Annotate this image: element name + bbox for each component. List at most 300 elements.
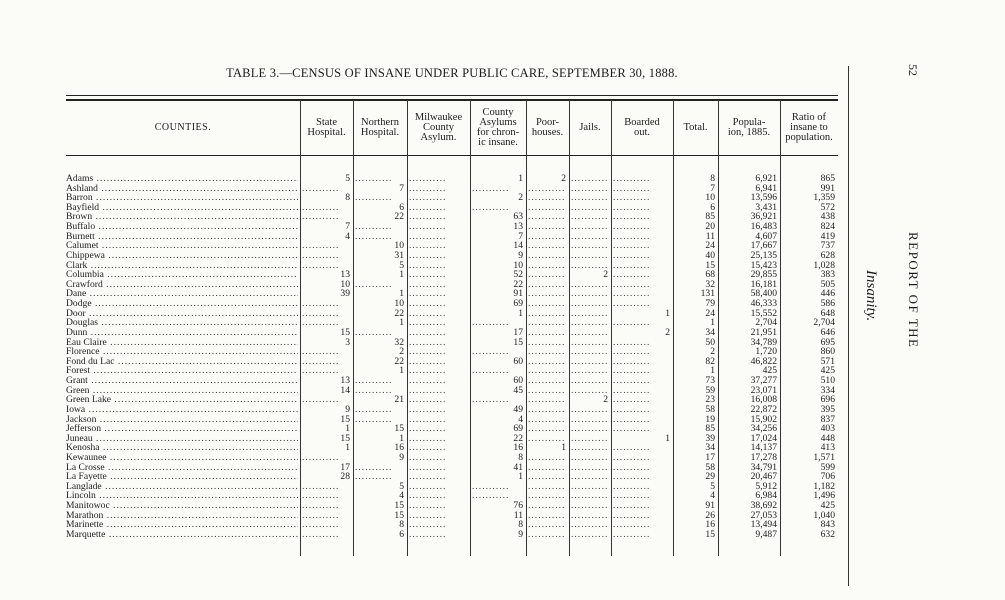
cell-ratio: 1,040 (813, 510, 835, 521)
cell-milwaukee: ........... (409, 289, 447, 300)
county-name: Jefferson ..... (66, 424, 298, 434)
cell-state: 39 (340, 289, 350, 300)
cell-state: ........... (302, 202, 340, 213)
table-row (66, 520, 838, 530)
cell-northern: ........... (355, 414, 393, 425)
cell-boarded: ........... (613, 193, 651, 203)
cell-total: 4 (710, 491, 715, 502)
cell-poor: ........... (528, 183, 566, 194)
cell-ratio: 696 (820, 395, 835, 405)
cell-northern: ........... (355, 327, 393, 338)
table-row (66, 261, 838, 271)
cell-pop: 1,720 (755, 347, 777, 357)
county-name: Kewaunee ..... (66, 453, 298, 463)
county-name: Langlade ..... (66, 482, 298, 492)
cell-state: ........... (302, 212, 340, 223)
cell-chronic: 91 (513, 289, 523, 300)
cell-poor: ........... (528, 491, 566, 502)
section-label: Insanity. (863, 270, 879, 322)
cell-jails: ........... (571, 404, 608, 415)
cell-jails: ........... (571, 222, 608, 232)
cell-total: 16 (705, 520, 715, 530)
cell-poor: ........... (528, 327, 566, 338)
cell-pop: 17,667 (750, 241, 777, 251)
cell-pop: 16,008 (750, 395, 777, 405)
cell-total: 8 (710, 174, 715, 184)
cell-total: 68 (705, 270, 715, 280)
table-row (66, 251, 838, 261)
cell-pop: 3,431 (755, 202, 777, 213)
cell-northern: 7 (399, 183, 404, 194)
cell-state: 7 (345, 222, 350, 232)
cell-total: 26 (705, 510, 715, 521)
table-row (66, 347, 838, 357)
cell-milwaukee: ........... (409, 327, 447, 338)
cell-state: ........... (302, 299, 340, 309)
cell-ratio: 395 (820, 404, 835, 415)
table-row (66, 357, 838, 367)
cell-milwaukee: ........... (409, 193, 447, 203)
cell-state: 15 (340, 327, 350, 338)
cell-milwaukee: ........... (409, 250, 447, 261)
cell-ratio: 599 (820, 462, 835, 473)
cell-state: 17 (340, 462, 350, 473)
cell-ratio: 737 (820, 241, 835, 251)
cell-jails: ........... (571, 327, 608, 338)
cell-ratio: 403 (820, 424, 835, 434)
column-header-jails: Jails. (579, 122, 601, 133)
column-header-total: Total. (683, 122, 708, 133)
cell-state: 3 (345, 337, 350, 348)
cell-boarded: ........... (613, 212, 651, 223)
column-header-chronic: County Asylums for chron- ic insane. (476, 107, 520, 148)
county-name: Eau Claire ..... (66, 338, 298, 348)
cell-boarded: ........... (613, 318, 651, 328)
county-name: Ashland ..... (66, 184, 298, 194)
cell-boarded: ........... (613, 174, 651, 184)
cell-boarded: 1 (665, 433, 670, 444)
cell-chronic: 2 (518, 193, 523, 203)
cell-state: 14 (340, 385, 350, 396)
cell-jails: ........... (571, 452, 608, 463)
cell-poor: ........... (528, 231, 566, 242)
cell-state: 4 (345, 231, 350, 242)
cell-boarded: ........... (613, 414, 651, 425)
cell-pop: 21,951 (750, 327, 777, 338)
cell-state: ........... (302, 510, 340, 521)
cell-pop: 15,552 (750, 308, 777, 319)
cell-chronic: 7 (518, 231, 523, 242)
table-row (66, 482, 838, 492)
cell-milwaukee: ........... (409, 308, 447, 319)
cell-boarded: ........... (613, 376, 651, 386)
cell-poor: ........... (528, 299, 566, 309)
cell-boarded: ........... (613, 366, 651, 376)
table-row (66, 318, 838, 328)
cell-boarded: ........... (613, 462, 651, 473)
cell-total: 58 (705, 404, 715, 415)
cell-boarded: ........... (613, 279, 651, 290)
cell-pop: 13,596 (750, 193, 777, 203)
cell-milwaukee: ........... (409, 174, 447, 184)
cell-total: 15 (705, 260, 715, 271)
cell-chronic: 1 (518, 472, 523, 482)
cell-state: 1 (345, 443, 350, 453)
table-row (66, 424, 838, 434)
cell-poor: ........... (528, 308, 566, 319)
cell-pop: 6,941 (755, 183, 777, 194)
column-header-pop: Popula- ion, 1885. (727, 117, 771, 138)
cell-pop: 14,137 (750, 443, 777, 453)
cell-northern: 1 (399, 318, 404, 328)
cell-milwaukee: ........... (409, 529, 447, 540)
cell-chronic: 4 (518, 414, 523, 425)
cell-jails: ........... (571, 193, 608, 203)
cell-ratio: 632 (820, 529, 835, 540)
cell-state: 8 (345, 193, 350, 203)
cell-total: 39 (705, 433, 715, 444)
cell-northern: 22 (394, 308, 404, 319)
cell-ratio: 1,028 (813, 260, 835, 271)
cell-total: 59 (705, 385, 715, 396)
column-header-ratio: Ratio of insane to population. (785, 112, 833, 143)
cell-chronic: 49 (513, 404, 523, 415)
cell-northern: 22 (394, 212, 404, 223)
cell-total: 34 (705, 443, 715, 453)
cell-milwaukee: ........... (409, 222, 447, 232)
cell-ratio: 1,359 (813, 193, 835, 203)
cell-milwaukee: ........... (409, 202, 447, 213)
cell-jails: ........... (571, 501, 608, 511)
cell-chronic: ........... (472, 366, 510, 376)
cell-ratio: 991 (820, 183, 835, 194)
cell-pop: 34,789 (750, 337, 777, 348)
cell-poor: ........... (528, 279, 566, 290)
county-name: Brown ..... (66, 212, 298, 222)
table-row (66, 299, 838, 309)
cell-northern: 21 (394, 395, 404, 405)
cell-state: 10 (340, 279, 350, 290)
cell-state: 5 (345, 174, 350, 184)
county-name: Juneau ..... (66, 434, 298, 444)
cell-chronic: 69 (513, 299, 523, 309)
county-name: Burnett ..... (66, 232, 298, 242)
table-row (66, 184, 838, 194)
cell-chronic: 16 (513, 443, 523, 453)
cell-poor: ........... (528, 376, 566, 386)
cell-ratio: 706 (820, 472, 835, 482)
column-header-poor: Poor- houses. (531, 117, 564, 138)
county-name: Kenosha ..... (66, 443, 298, 453)
table-row (66, 463, 838, 473)
cell-milwaukee: ........... (409, 337, 447, 348)
table-row (66, 415, 838, 425)
cell-northern: 5 (399, 260, 404, 271)
cell-boarded: ........... (613, 472, 651, 482)
cell-total: 19 (705, 414, 715, 425)
cell-ratio: 843 (820, 520, 835, 530)
cell-total: 79 (705, 299, 715, 309)
county-name: Green Lake ..... (66, 395, 298, 405)
cell-jails: ........... (571, 376, 608, 386)
table-row (66, 395, 838, 405)
cell-state: ........... (302, 452, 340, 463)
cell-state: ........... (302, 183, 340, 194)
cell-poor: ........... (528, 481, 566, 492)
cell-state: ........... (302, 501, 340, 511)
cell-total: 1 (710, 366, 715, 376)
cell-northern: ........... (355, 404, 393, 415)
cell-milwaukee: ........... (409, 260, 447, 271)
cell-boarded: ........... (613, 183, 651, 194)
cell-northern: ........... (355, 231, 393, 242)
cell-state: ........... (302, 318, 340, 328)
cell-chronic: 17 (513, 327, 523, 338)
cell-pop: 15,902 (750, 414, 777, 425)
cell-poor: ........... (528, 395, 566, 405)
cell-poor: ........... (528, 202, 566, 213)
cell-jails: ........... (571, 318, 608, 328)
cell-total: 85 (705, 424, 715, 434)
cell-milwaukee: ........... (409, 212, 447, 223)
cell-milwaukee: ........... (409, 472, 447, 482)
cell-pop: 16,483 (750, 222, 777, 232)
cell-total: 23 (705, 395, 715, 405)
cell-ratio: 1,571 (813, 452, 835, 463)
cell-boarded: ........... (613, 529, 651, 540)
cell-boarded: 1 (665, 308, 670, 319)
cell-northern: 16 (394, 443, 404, 453)
cell-jails: ........... (571, 212, 608, 223)
cell-total: 11 (705, 231, 715, 242)
cell-northern: ........... (355, 222, 393, 232)
cell-chronic: 8 (518, 452, 523, 463)
cell-ratio: 425 (820, 501, 835, 511)
county-name: Jackson ..... (66, 415, 298, 425)
table-row (66, 174, 838, 184)
cell-state: 13 (340, 270, 350, 280)
cell-northern: ........... (355, 462, 393, 473)
cell-poor: ........... (528, 289, 566, 300)
cell-ratio: 646 (820, 327, 835, 338)
cell-northern: 31 (394, 250, 404, 261)
cell-chronic: ........... (472, 318, 510, 328)
cell-chronic: 15 (513, 337, 523, 348)
county-name: Green ..... (66, 386, 298, 396)
cell-chronic: ........... (472, 491, 510, 502)
cell-state: 13 (340, 376, 350, 386)
cell-poor: ........... (528, 318, 566, 328)
cell-milwaukee: ........... (409, 376, 447, 386)
cell-ratio: 383 (820, 270, 835, 280)
cell-pop: 58,400 (750, 289, 777, 300)
cell-total: 17 (705, 452, 715, 463)
cell-ratio: 837 (820, 414, 835, 425)
cell-boarded: ........... (613, 299, 651, 309)
county-name: Douglas ..... (66, 318, 298, 328)
cell-ratio: 571 (820, 356, 835, 367)
cell-milwaukee: ........... (409, 510, 447, 521)
county-name: Buffalo ..... (66, 222, 298, 232)
cell-northern: 9 (399, 452, 404, 463)
cell-jails: ........... (571, 520, 608, 530)
cell-chronic: 76 (513, 501, 523, 511)
table-row (66, 289, 838, 299)
cell-pop: 5,912 (755, 481, 777, 492)
county-name: Dunn ..... (66, 328, 298, 338)
cell-poor: ........... (528, 250, 566, 261)
cell-jails: ........... (571, 424, 608, 434)
cell-boarded: ........... (613, 289, 651, 300)
cell-pop: 25,135 (750, 250, 777, 261)
county-name: Iowa ..... (66, 405, 298, 415)
table-row (66, 280, 838, 290)
cell-total: 58 (705, 462, 715, 473)
cell-milwaukee: ........... (409, 404, 447, 415)
cell-total: 20 (705, 222, 715, 232)
cell-total: 1 (710, 318, 715, 328)
cell-boarded: ........... (613, 443, 651, 453)
table-row (66, 491, 838, 501)
cell-state: ........... (302, 347, 340, 357)
cell-total: 82 (705, 356, 715, 367)
cell-poor: ........... (528, 433, 566, 444)
cell-pop: 16,181 (750, 279, 777, 290)
cell-ratio: 419 (820, 231, 835, 242)
cell-poor: ........... (528, 414, 566, 425)
cell-state: 1 (345, 424, 350, 434)
cell-ratio: 510 (820, 376, 835, 386)
cell-milwaukee: ........... (409, 270, 447, 280)
cell-poor: 2 (561, 174, 566, 184)
county-name: Adams ..... (66, 174, 298, 184)
county-name: Grant ..... (66, 376, 298, 386)
cell-jails: ........... (571, 279, 608, 290)
cell-state: 28 (340, 472, 350, 482)
cell-chronic: 9 (518, 529, 523, 540)
cell-milwaukee: ........... (409, 385, 447, 396)
cell-chronic: 13 (513, 222, 523, 232)
cell-pop: 46,822 (750, 356, 777, 367)
county-name: Forest ..... (66, 366, 298, 376)
cell-state: ........... (302, 481, 340, 492)
cell-poor: ........... (528, 337, 566, 348)
cell-jails: ........... (571, 231, 608, 242)
column-header-northern: Northern Hospital. (360, 117, 400, 138)
cell-milwaukee: ........... (409, 452, 447, 463)
cell-poor: ........... (528, 510, 566, 521)
table-row (66, 212, 838, 222)
cell-jails: ........... (571, 385, 608, 396)
county-name: Dodge ..... (66, 299, 298, 309)
page-margin-line (848, 66, 849, 586)
cell-milwaukee: ........... (409, 318, 447, 328)
cell-northern: 6 (399, 202, 404, 213)
cell-state: ........... (302, 308, 340, 319)
cell-pop: 4,607 (755, 231, 777, 242)
cell-pop: 34,791 (750, 462, 777, 473)
cell-ratio: 448 (820, 433, 835, 444)
column-header-county: COUNTIES. (154, 122, 212, 133)
cell-milwaukee: ........... (409, 462, 447, 473)
cell-pop: 38,692 (750, 501, 777, 511)
cell-poor: ........... (528, 472, 566, 482)
cell-boarded: ........... (613, 510, 651, 521)
cell-jails: ........... (571, 174, 608, 184)
cell-ratio: 628 (820, 250, 835, 261)
cell-state: ........... (302, 395, 340, 405)
cell-pop: 9,487 (755, 529, 777, 540)
cell-chronic: 63 (513, 212, 523, 223)
cell-jails: ........... (571, 299, 608, 309)
cell-pop: 425 (762, 366, 777, 376)
cell-northern: 32 (394, 337, 404, 348)
cell-northern: ........... (355, 385, 393, 396)
cell-pop: 17,278 (750, 452, 777, 463)
cell-state: ........... (302, 520, 340, 530)
cell-poor: ........... (528, 520, 566, 530)
table-row (66, 366, 838, 376)
cell-state: 9 (345, 404, 350, 415)
cell-ratio: 2,704 (813, 318, 835, 328)
cell-jails: ........... (571, 462, 608, 473)
cell-milwaukee: ........... (409, 356, 447, 367)
top-double-rule (66, 99, 838, 101)
cell-ratio: 572 (820, 202, 835, 213)
cell-boarded: ........... (613, 395, 651, 405)
cell-milwaukee: ........... (409, 366, 447, 376)
table-row (66, 472, 838, 482)
cell-boarded: ........... (613, 250, 651, 261)
cell-chronic: 69 (513, 424, 523, 434)
cell-jails: ........... (571, 241, 608, 251)
cell-poor: ........... (528, 385, 566, 396)
cell-poor: ........... (528, 260, 566, 271)
cell-boarded: ........... (613, 260, 651, 271)
cell-state: 15 (340, 414, 350, 425)
cell-ratio: 438 (820, 212, 835, 223)
cell-state: ........... (302, 366, 340, 376)
cell-boarded: ........... (613, 491, 651, 502)
cell-boarded: ........... (613, 347, 651, 357)
cell-milwaukee: ........... (409, 481, 447, 492)
column-header-state: State Hospital. (307, 117, 346, 138)
cell-northern: 1 (399, 270, 404, 280)
cell-northern: ........... (355, 193, 393, 203)
cell-jails: ........... (571, 202, 608, 213)
cell-jails: ........... (571, 308, 608, 319)
cell-total: 29 (705, 472, 715, 482)
cell-jails: 2 (603, 395, 608, 405)
header-bottom-rule (66, 155, 838, 156)
cell-poor: ........... (528, 424, 566, 434)
cell-ratio: 446 (820, 289, 835, 300)
cell-milwaukee: ........... (409, 520, 447, 530)
cell-northern: ........... (355, 376, 393, 386)
cell-ratio: 695 (820, 337, 835, 348)
cell-northern: 8 (399, 520, 404, 530)
table-row (66, 443, 838, 453)
cell-milwaukee: ........... (409, 347, 447, 357)
cell-boarded: ........... (613, 424, 651, 434)
cell-total: 131 (700, 289, 715, 300)
cell-jails: ........... (571, 289, 608, 300)
cell-poor: ........... (528, 193, 566, 203)
cell-pop: 29,855 (750, 270, 777, 280)
cell-chronic: ........... (472, 481, 510, 492)
cell-pop: 23,071 (750, 385, 777, 396)
cell-boarded: ........... (613, 385, 651, 396)
